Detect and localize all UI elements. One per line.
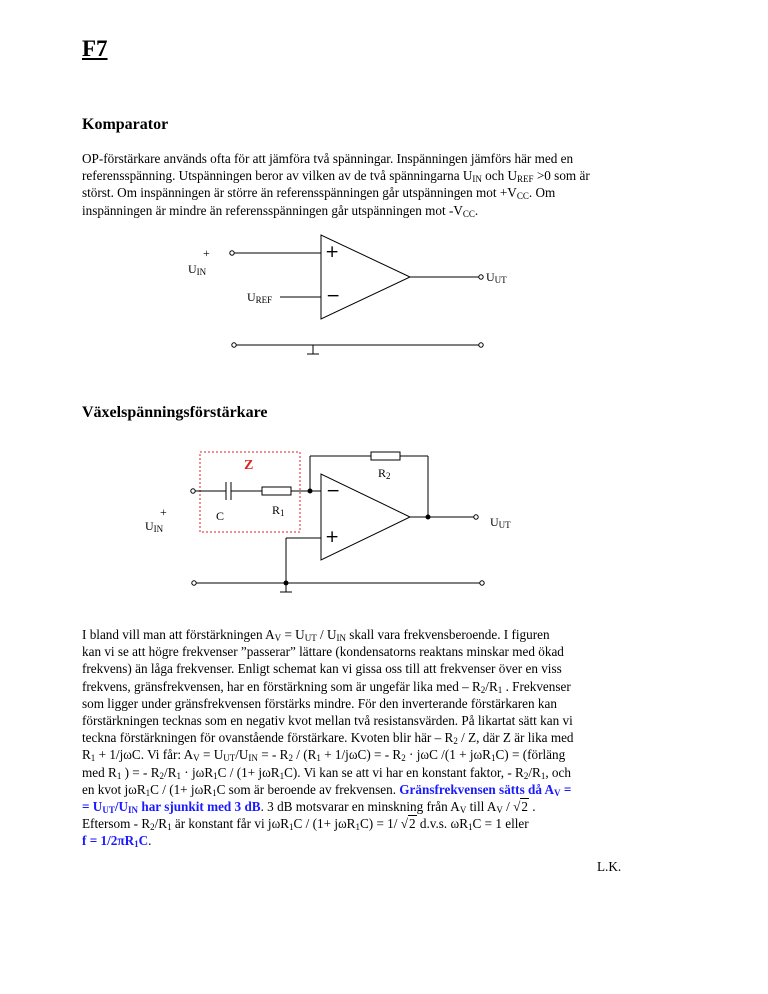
ac-amp-line: = $U_{UT}/U_{IN}$ har sjunkit med 3 dB. 3 dB motsvarar en minskning från $A_V$ till $A_V / √2$ . (82, 799, 536, 816)
comparator-uut-label: $U_{UT}$ (486, 270, 507, 285)
ac-amp-line: frekvens) än låga frekvenser. Enligt schemat kan vi gissa oss till att frekvenser över en viss (82, 661, 562, 677)
ac-amp-line: frekvens, gränsfrekvensen, har en förstärkning som är ungefär lika med – $R_2/R_1$ . Frekvenser (82, 678, 571, 695)
comparator-opamp-plus: + (325, 242, 340, 262)
ac-uut-label: $U_{UT}$ (490, 515, 511, 530)
ac-amp-line: I bland vill man att förstärkningen $A_V = U_{UT} / U_{IN}$ skall vara frekvensberoende. I figuren (82, 627, 550, 643)
ac-amp-paragraph (82, 626, 732, 850)
ac-amp-heading: Växelspänningsförstärkare (82, 404, 268, 421)
comparator-uin-label: $U_{IN}$ (188, 262, 207, 277)
comparator-line-1: OP-förstärkare används ofta för att jämföra två spänningar. Inspänningen jämförs här med en (82, 151, 574, 166)
ac-amp-line: teckna förstärkningen för ovanstående förstärkare. Kvoten blir här – $R_2$ / Z, där Z är lika med (82, 730, 574, 747)
ac-amp-line: förstärkningen tecknas som en negativ kvot mellan två resistansvärden. På likartat sätt kan vi (82, 713, 573, 729)
signature: L.K. (597, 859, 622, 874)
comparator-line-4: inspänningen är mindre än referensspänningen går utspänningen mot $-V_{CC}$. (82, 202, 479, 219)
ac-opamp-minus: − (326, 481, 341, 501)
r2-label: $R_2$ (378, 466, 391, 481)
comparator-line-2: referensspänning. Utspänningen beror av vilken av de två spänningarna $U_{IN}$ och $U_{REF} >0$ som är (82, 168, 590, 185)
comparator-uref-label: $U_{REF}$ (247, 290, 273, 305)
ac-amp-line: med $R_1$ ) = - $R_2/R_1 \cdot j\omega R_1C / (1+ j\omega R_1C)$. Vi kan se att vi har en konstant faktor, - $R_2/R_1$, och (82, 764, 571, 781)
ac-plus-sign: + (160, 505, 167, 519)
ac-uin-label: $U_{IN}$ (145, 519, 164, 534)
ac-opamp-plus: + (325, 527, 340, 547)
ac-amp-line: som ligger under gränsfrekvensen förstärks mindre. För den inverterande förstärkaren kan (82, 695, 557, 711)
ac-amp-line: en kvot jωR$_1$C / (1+ jωR$_1$C som är beroende av frekvensen. Gränsfrekvensen sätts då $A_V$ = (82, 781, 572, 798)
ac-amp-line: Eftersom - $R_2/R_1$ är konstant får vi jωR$_1$C / (1+ jωR$_1$C) = 1/ √2 d.v.s. $\omega R_1C = 1$ eller (82, 816, 529, 833)
comparator-heading: Komparator (82, 116, 169, 133)
comparator-plus-sign: + (203, 246, 210, 260)
c-label: C (216, 509, 225, 523)
ac-amp-line: $R_1 + 1/j\omega C$. Vi får: $A_V = U_{UT}/U_{IN}$ = - $R_2 / (R_1 + 1/j\omega C)$ = - $R_2 \cdot j\omega C$ /(1 + jωR$_1$C) = (förläng (82, 747, 566, 764)
ac-amp-line: kan vi se att högre frekvenser ”passerar” lättare (kondensatorns reaktans minskar med ökad (82, 644, 564, 660)
r1-label: $R_1$ (272, 503, 285, 518)
page-code: F7 (82, 36, 108, 61)
comparator-opamp-minus: − (326, 286, 341, 306)
ac-amp-line: $f = 1/2\pi R_1C$. (82, 833, 152, 850)
comparator-line-3: störst. Om inspänningen är större än referensspänningen går utspänningen mot $+V_{CC}$. Om (82, 185, 556, 202)
z-label: Z (244, 458, 254, 473)
